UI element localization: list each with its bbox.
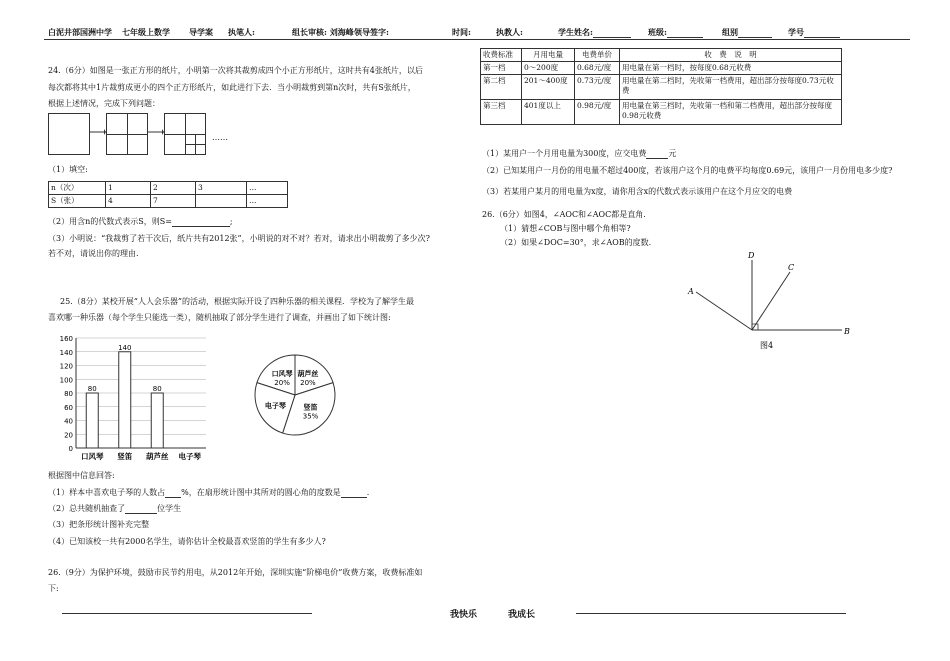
- table-cell: S（张）: [49, 195, 106, 208]
- y-tick-label: 140: [59, 348, 73, 357]
- y-tick-label: 160: [59, 335, 73, 343]
- pie-slice-label: 20%: [274, 379, 290, 388]
- table-cell: 用电量在第一档时，按每度0.68元收费: [620, 62, 842, 75]
- pie-chart: [252, 352, 338, 438]
- pie-slice-label: 35%: [302, 412, 319, 421]
- label-b: B: [844, 327, 850, 336]
- table-header: 收 费 说 明: [620, 49, 842, 62]
- q24-sub3-line2: 若不对，请说出你的理由.: [48, 249, 139, 258]
- bar-data-label: 80: [152, 385, 162, 393]
- elec-sub1: （1）某用户一个月用电量为300度，应交电费 元: [482, 149, 677, 158]
- header-time: 时间:: [452, 27, 471, 37]
- header-school: 白泥井部国洲中学: [48, 27, 112, 37]
- x-category-label: 竖笛: [117, 452, 133, 461]
- figure-caption: 图4: [760, 341, 774, 350]
- pie-slice-name: 葫芦丝: [297, 370, 319, 379]
- y-tick-label: 60: [64, 403, 73, 412]
- q24-line3: 根据上述情况，完成下列问题：: [48, 99, 160, 108]
- y-tick-label: 0: [68, 445, 73, 453]
- x-category-label: 葫芦丝: [146, 452, 169, 461]
- elec-sub3: （3）若某用户某月的用电量为x度，请你用含x的代数式表示该用户在这个月应交的电费: [482, 187, 793, 196]
- square-2: [106, 113, 148, 155]
- q25-line2: 喜欢哪一种乐器（每个学生只能选一类），随机抽取了部分学生进行了调查，并画出了如下统计图:: [48, 313, 391, 322]
- table-row: [481, 100, 842, 125]
- header-type: 导学案: [189, 27, 213, 37]
- x-category-label: 电子琴: [178, 452, 201, 461]
- arrow-icon: [90, 128, 106, 136]
- label-a: A: [688, 287, 694, 296]
- table-cell: …: [247, 195, 288, 208]
- header-reviewer: 组长审核: 刘海峰: [292, 27, 354, 37]
- elec-sub2: （2）已知某用户一月份的用电量不超过400度，若该用户这个月的电费平均每度0.69元，该用户一月份用电多少度?: [482, 166, 893, 175]
- header-student: 学生姓名:: [558, 27, 631, 38]
- y-tick-label: 40: [64, 417, 73, 426]
- q25-sub2: （2）总共随机抽查了 位学生: [48, 504, 182, 513]
- q25-intro: 根据图中信息回答:: [48, 471, 115, 480]
- q25-line1: 25.（8分）某校开展“人人会乐器”的活动，根据实际开设了四种乐器的相关课程．学校为了解学生最: [60, 297, 414, 306]
- q24-line1: 24.（6分）如图是一张正方形的纸片，小明第一次将其裁剪成四个小正方形纸片，这时共有4张纸片，以后: [48, 66, 423, 75]
- table-cell: [196, 195, 247, 208]
- header-group: 组别: [722, 27, 772, 38]
- table-header: 收费标准: [481, 49, 522, 62]
- q24-line2: 每次都将其中1片裁剪成更小的四个正方形纸片，如此进行下去．当小明裁剪到第n次时，共有S张纸片，: [48, 83, 416, 92]
- q24-fill-label: （1）填空:: [48, 165, 88, 174]
- arrow-icon: [148, 128, 164, 136]
- header-teacher: 执教人:: [496, 27, 523, 37]
- q25-sub1: （1）样本中喜欢电子琴的人数占 %，在扇形统计图中其所对的圆心角的度数是 .: [48, 488, 370, 497]
- footer-rule-right: [576, 613, 846, 614]
- electricity-table: [480, 48, 842, 125]
- table-cell: 401度以上: [522, 100, 575, 125]
- table-cell: 0.73元/度: [575, 75, 620, 100]
- q26b-line1: 26.（6分）如图4，∠AOC和∠AOC都是直角.: [482, 210, 646, 219]
- table-cell: 3: [196, 182, 247, 195]
- square-1: [48, 113, 90, 155]
- label-c: C: [788, 263, 795, 272]
- table-row: [481, 62, 842, 75]
- x-category-label: 口风琴: [81, 452, 104, 461]
- header-writer: 执笔人:: [228, 27, 255, 37]
- table-cell: 4: [106, 195, 151, 208]
- header-number: 学号: [788, 27, 840, 38]
- table-cell: 用电量在第三档时，先收第一档和第二档费用，超出部分按每度0.98元收费: [620, 100, 842, 125]
- pie-slice-label: 20%: [300, 379, 316, 388]
- y-tick-label: 20: [64, 431, 73, 440]
- pie-slice-name: 电子琴: [264, 401, 286, 410]
- table-cell: …: [247, 182, 288, 195]
- q26a-line1: 26.（9分）为保护环境，鼓励市民节约用电，从2012年开始，深圳实施“阶梯电价”收费方案，收费标准如: [48, 568, 423, 577]
- header-grade: 七年级上数学: [122, 27, 170, 37]
- square-3: [164, 113, 206, 155]
- header-class: 班级:: [648, 27, 703, 38]
- angle-figure: [680, 248, 860, 358]
- label-d: D: [748, 251, 755, 260]
- table-header: 月用电量: [522, 49, 575, 62]
- y-tick-label: 100: [59, 376, 73, 385]
- table-cell: 0～200度: [522, 62, 575, 75]
- q24-sub2: （2）用含n的代数式表示S，则S= ;: [48, 217, 233, 226]
- bar-data-label: 140: [118, 343, 132, 352]
- table-cell: 0.68元/度: [575, 62, 620, 75]
- q24-table: [48, 181, 288, 208]
- table-cell: 1: [106, 182, 151, 195]
- table-header: 电费单价: [575, 49, 620, 62]
- q25-sub4: （4）已知该校一共有2000名学生，请你估计全校最喜欢竖笛的学生有多少人?: [48, 537, 326, 546]
- q25-sub3: （3）把条形统计图补充完整: [48, 520, 150, 529]
- y-tick-label: 80: [64, 390, 73, 398]
- bar: [151, 393, 163, 448]
- ellipsis-dots: ……: [212, 133, 228, 142]
- q24-sub3-line1: （3）小明说：“我裁剪了若干次后，纸片共有2012张”，小明说的对不对？若对，请求出小明裁剪了多少次?: [48, 234, 430, 243]
- table-cell: n（次）: [49, 182, 106, 195]
- header-rule: [44, 39, 910, 40]
- q26b-sub2: （2）如果∠DOC=30°，求∠AOB的度数.: [500, 238, 652, 247]
- table-cell: 7: [151, 195, 196, 208]
- table-row: [481, 75, 842, 100]
- bar-data-label: 80: [87, 385, 97, 393]
- footer-left: 我快乐: [450, 610, 478, 620]
- table-cell: 用电量在第二档时，先收第一档费用，超出部分按每度0.73元收费: [620, 75, 842, 100]
- table-cell: 0.98元/度: [575, 100, 620, 125]
- table-cell: 201～400度: [522, 75, 575, 100]
- table-cell: 2: [151, 182, 196, 195]
- y-tick-label: 120: [59, 362, 73, 371]
- bar-chart: [44, 330, 214, 466]
- q26b-sub1: （1）猜想∠COB与图中哪个角相等?: [500, 224, 631, 233]
- table-cell: 第三档: [481, 100, 522, 125]
- header-leader: 领导签字:: [354, 27, 389, 37]
- footer-right: 我成长: [508, 610, 536, 620]
- bar: [119, 352, 131, 448]
- table-cell: 第一档: [481, 62, 522, 75]
- table-cell: 第二档: [481, 75, 522, 100]
- pie-slice-name: 竖笛: [303, 403, 318, 412]
- footer-rule-left: [62, 613, 312, 614]
- pie-slice-name: 口风琴: [271, 370, 293, 379]
- bar: [86, 393, 98, 448]
- q26a-line2: 下:: [48, 584, 59, 593]
